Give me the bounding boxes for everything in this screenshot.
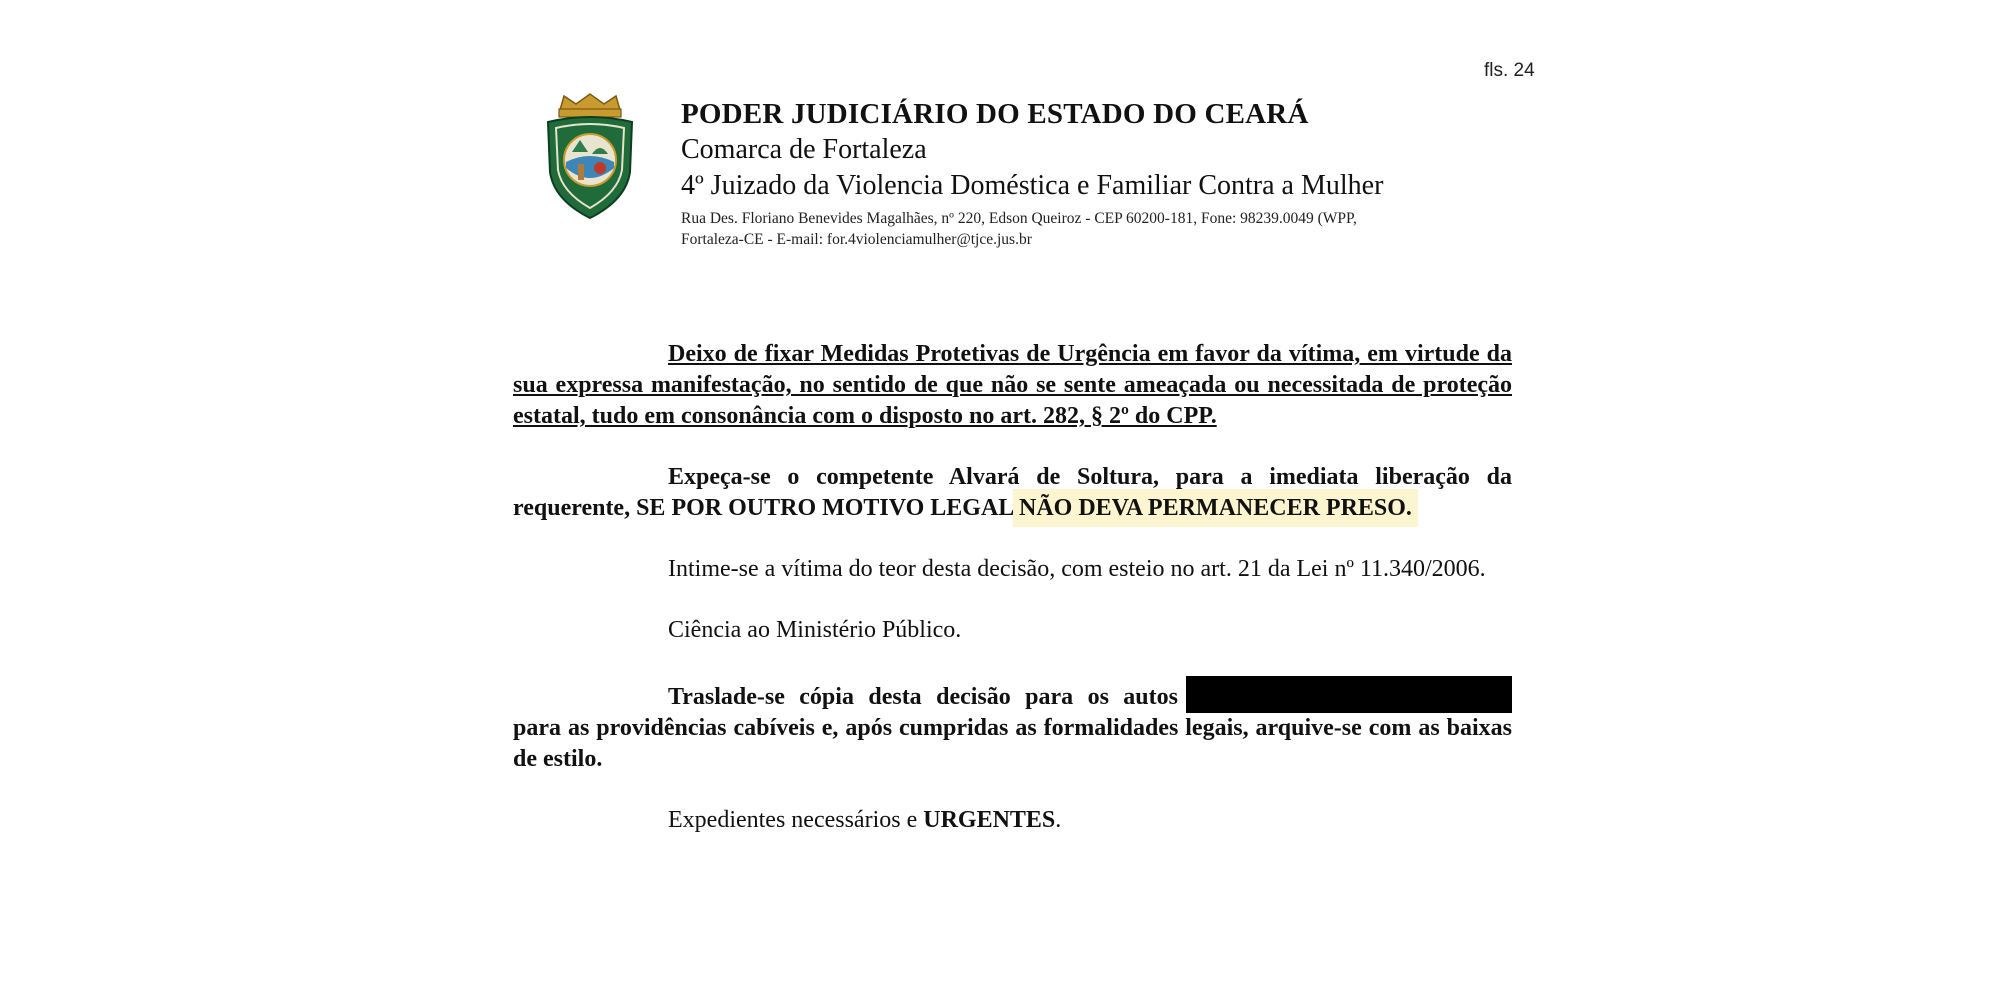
urgent-word: URGENTES — [923, 807, 1056, 833]
address-line-2: Fortaleza-CE - E-mail: for.4violenciamulher@tjce.jus.br — [681, 231, 1032, 248]
paragraph-notify-victim: Intime-se a vítima do teor desta decisão, com esteio no art. 21 da Lei nº 11.340/2006. — [668, 556, 1486, 582]
page-number: fls. 24 — [1484, 60, 1535, 81]
document-header — [681, 96, 1541, 250]
highlighted-text: NÃO DEVA PERMANECER PRESO. — [1019, 495, 1412, 521]
paragraph-release-order — [513, 462, 1512, 524]
redaction-block — [1186, 676, 1512, 713]
juizado-name: 4º Juizado da Violencia Doméstica e Familiar Contra a Mulher — [681, 170, 1384, 201]
urgent-text-1: Expedientes necessários e — [668, 807, 924, 833]
comarca-name: Comarca de Fortaleza — [681, 134, 927, 165]
decision-body — [513, 339, 1512, 866]
court-address — [681, 208, 1541, 250]
paragraph-public-ministry: Ciência ao Ministério Público. — [668, 617, 962, 643]
address-line-1: Rua Des. Floriano Benevides Magalhães, nº 220, Edson Queiroz - CEP 60200-181, Fone: 98239.0049 (WPP, — [681, 210, 1357, 227]
transfer-copy-text-2: para as providências cabíveis e, após cumpridas as formalidades legais, arquive-se com as baixas de estilo. — [513, 715, 1512, 772]
paragraph-urgent — [513, 805, 1512, 836]
release-order-text: Expeça-se o competente Alvará de Soltura, para a imediata liberação da requerente, SE POR OUTRO MOTIVO LEGAL — [513, 464, 1512, 521]
urgent-period: . — [1055, 807, 1062, 833]
paragraph-transfer-copy — [513, 676, 1512, 775]
state-coat-of-arms-icon — [542, 92, 638, 222]
transfer-copy-text-1: Traslade-se cópia desta decisão para os autos — [668, 684, 1178, 710]
court-name: PODER JUDICIÁRIO DO ESTADO DO CEARÁ — [681, 98, 1309, 130]
paragraph-protective-measures: Deixo de fixar Medidas Protetivas de Urgência em favor da vítima, em virtude da sua expressa manifestação, no sentido de que não se sente ameaçada ou necessitada de proteção estatal, tudo em consonância com o disposto no art. 282, § 2º do CPP. — [513, 341, 1512, 429]
